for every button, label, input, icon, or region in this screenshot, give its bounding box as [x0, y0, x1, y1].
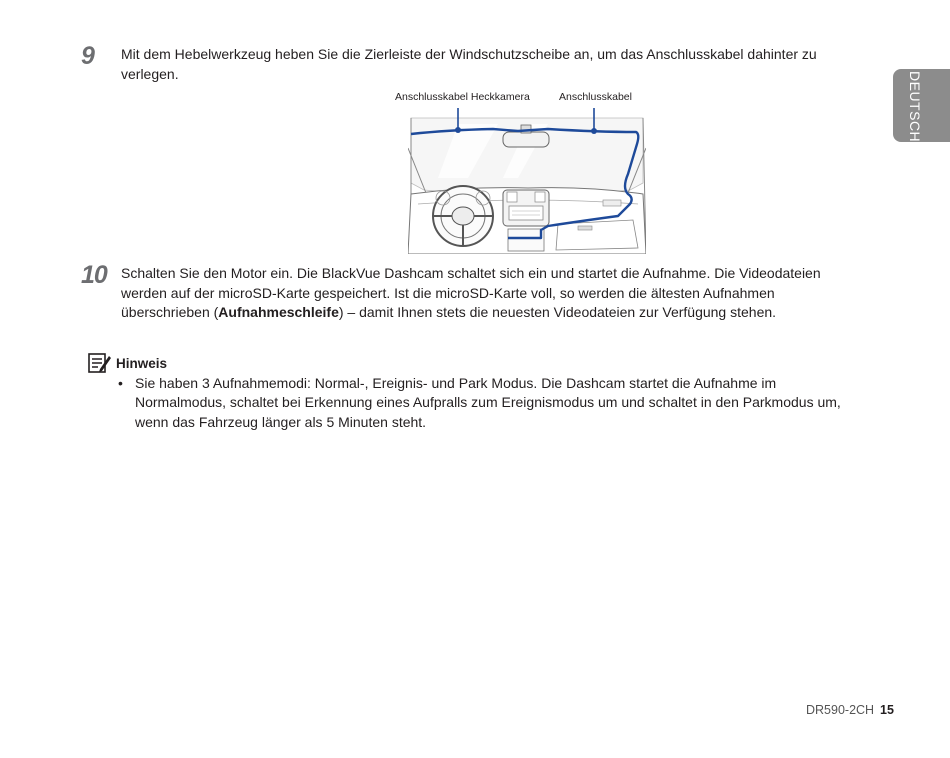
note-header: [88, 352, 167, 374]
step-9-number: 9: [81, 42, 94, 70]
note-bullet: •: [118, 375, 123, 391]
note-list-item: [120, 374, 860, 432]
footer-model: DR590-2CH: [806, 703, 875, 717]
callout-rear-camera-cable: Anschlusskabel Heckkamera: [395, 91, 530, 103]
callout-cable: Anschlusskabel: [559, 91, 632, 103]
step-9-text: Mit dem Hebelwerkzeug heben Sie die Zierleiste der Windschutzscheibe an, um das Anschlusskabel dahinter zu verlegen.: [121, 46, 817, 82]
language-tab: [893, 69, 950, 142]
note-title: Hinweis: [116, 355, 168, 371]
step-10-text: [121, 264, 851, 323]
step-10-number: 10: [81, 261, 107, 289]
language-tab-label: DEUTSCH: [907, 71, 923, 143]
windshield-cable-illustration: [408, 108, 646, 254]
page-number: 15: [880, 703, 894, 717]
note-item-text: Sie haben 3 Aufnahmemodi: Normal-, Ereignis- und Park Modus. Die Dashcam startet die Aufnahme im Normalmodus, schaltet bei Erkennung eines Aufpralls zum Ereignismodus um und schaltet in den Parkmodus um, wenn das Fahrzeug länger als 5 Minuten steht.: [135, 375, 841, 430]
step-10-text-bold: Aufnahmeschleife: [218, 304, 339, 320]
step-10-text-part2: ) – damit Ihnen stets die neuesten Videodateien zur Verfügung stehen.: [338, 304, 777, 320]
note-pencil-icon: [88, 352, 112, 374]
step-10-text-part1: Schalten Sie den Motor ein. Die BlackVue Dashcam schaltet sich ein und startet die Aufnahme. Die Videodateien werden auf der microSD-Karte gespeichert. Ist die microSD-Karte voll, so werden die ältesten Aufnahmen überschrieben (: [121, 265, 821, 320]
